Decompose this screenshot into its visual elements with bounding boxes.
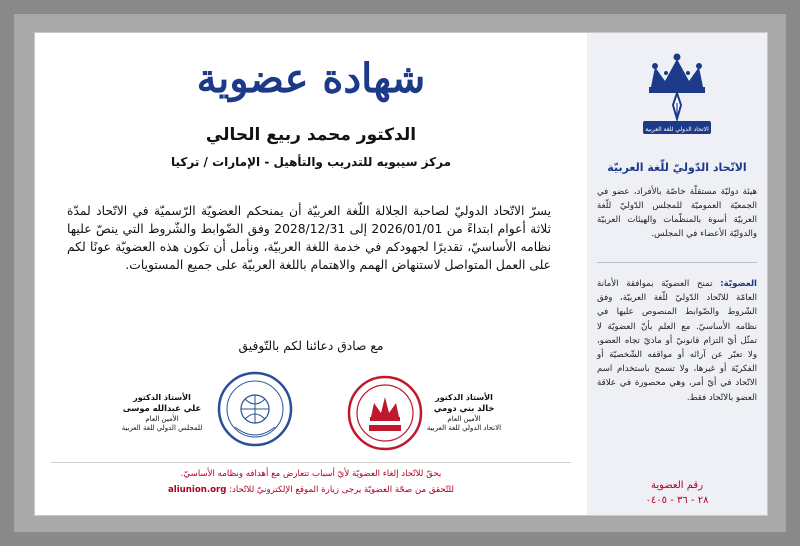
signature-block-left [97,393,227,432]
footer-cancellation-note: يحقّ للاتّحاد إلغاء العضويّة لأيّ أسباب تتعارض مع أهدافه ونظامه الأساسيّ. [180,469,442,479]
signature-org: الاتحاد الدولي للغة العربية [426,424,502,432]
sidebar-membership-terms [597,277,757,405]
certificate-main [35,33,587,515]
membership-number-label: رقم العضوية [650,480,704,491]
crown-icon [649,54,705,94]
recipient-name: الدكتور محمد ربيع الحالي [205,125,417,145]
sidebar-divider [597,262,757,263]
blue-seal-icon [215,369,295,449]
certificate-title: شهادة عضوية [196,55,426,102]
signature-name: علي عبدالله موسى [122,403,202,413]
sidebar-description: هيئة دوليّة مستقلّة خاصّة بالأفراد، عضو في الجمعيّة العموميّة للمجلس الدّوليّ للّغة العربيّة أسوة بالمنظّمات والهيئات العربيّة والدوليّة الأعضاء في المجلس. [597,187,757,239]
footer-divider [51,462,571,463]
signature-role: الأمين العام [447,415,481,423]
signature-title: الأستاذ الدكتور [133,393,191,402]
signature-role: الأمين العام [145,415,179,423]
membership-label: العضويّة: [720,279,757,289]
recipient-center: مركز سيبويه للتدريب والتأهيل - الإمارات / تركيا [170,155,452,169]
pen-nib-icon [673,93,681,119]
membership-number: ٢٨ - ٣٦ - ٠٤٠٥ [645,495,709,506]
sidebar [587,33,767,515]
membership-text: تمنح العضويّة بموافقة الأمانة العامّة للاتّحاد الدّوليّ للّغة العربيّة، وفق الشّروط والضّوابط المنصوص عليها في نظامه الأساسيّ. مع العلم بأنّ العضويّة لا تمثّل أيّ التزام قانونيّ أو ماديّ تجاه العضو، ولا تعبّر عن آرائه أو مواقفه الشّخصيّة أو الفكريّة أو غيرها، ولا تسمح باستخدام اسم الاتّحاد في أيّ أمر، وهي محصورة في علاقة العضو بالاتّحاد فقط. [597,279,757,403]
footer-verification-note [51,485,571,495]
certificate-closing: مع صادق دعائنا لكم بالتّوفيق [238,339,384,353]
sidebar-org-name: الاتّحاد الدّوليّ للّغة العربيّة [607,161,747,174]
logo-text: الاتحاد الدولي للغة العربية [645,126,709,133]
signature-block-right [399,393,529,432]
signature-org: للمجلس الدولي للغة العربية [121,424,203,432]
footer-verification-text: للتّحقق من صحّة العضويّة يرجى زيارة الموقع الإلكترونيّ للاتّحاد: [229,485,455,495]
signature-name: خالد بني دومي [433,403,495,413]
union-logo [637,47,717,139]
certificate-body: يسرّ الاتّحاد الدوليّ لصاحبة الجلالة اللّغة العربيّة أن يمنحكم العضويّة الرّسميّة في الاتّحاد لمدّة ثلاثة أعوام ابتداءً من 2026/01/01 إلى 2028/12/31 وفق الضّوابط والشّروط التي ينصّ عليها نظامه الأساسيّ، تقديرًا لجهودكم في خدمة اللغة العربيّة، ونأمل أن تكون هذه العضويّة عونًا لكم على العمل المتواصل لاستنهاض الهمم والاهتمام باللغة العربيّة على جميع المستويات. [67,204,552,272]
signature-title: الأستاذ الدكتور [435,393,493,402]
certificate-paper [34,32,768,516]
footer-website-link[interactable]: aliunion.org [167,485,227,495]
